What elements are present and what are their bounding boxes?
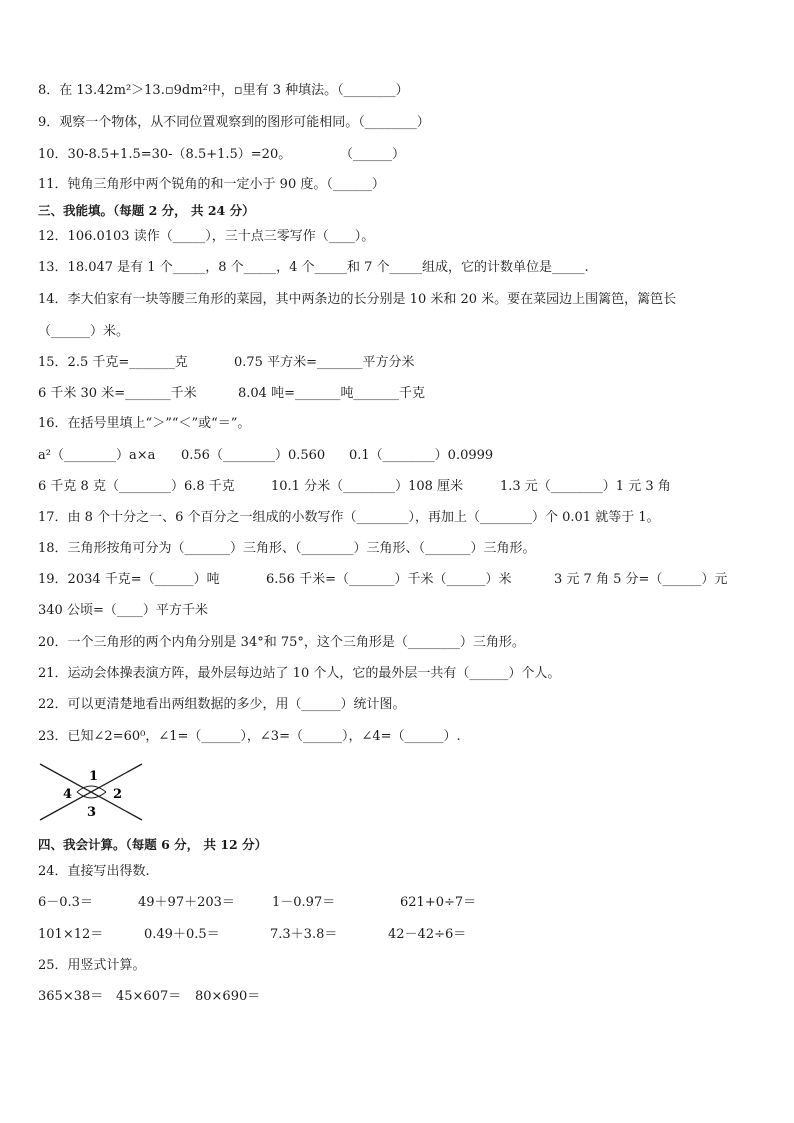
q16-item: 0.1（________）0.0999 bbox=[349, 448, 494, 463]
angle-label-4: 4 bbox=[63, 787, 73, 802]
q24-item: 1－0.97＝ bbox=[272, 895, 336, 910]
section-4-heading: 四、我会计算。（每题 6 分， 共 12 分） bbox=[38, 837, 268, 852]
q24-item: 42－42÷6＝ bbox=[388, 927, 467, 942]
question-9: 9．观察一个物体，从不同位置观察到的图形可能相同。（________） bbox=[38, 115, 430, 130]
question-25: 25．用竖式计算。 bbox=[38, 958, 146, 973]
q16-item: 0.56（________）0.560 bbox=[181, 448, 326, 463]
q24-item: 621+0÷7＝ bbox=[400, 895, 477, 910]
q24-item: 0.49＋0.5＝ bbox=[144, 927, 220, 942]
intersecting-lines-figure bbox=[36, 758, 148, 824]
q19-item: 19．2034 千克=（______）吨 bbox=[38, 572, 220, 587]
question-11: 11．钝角三角形中两个锐角的和一定小于 90 度。（______） bbox=[38, 177, 385, 192]
question-10-blank: （______） bbox=[340, 147, 406, 162]
q16-item: 1.3 元（________）1 元 3 角 bbox=[500, 479, 671, 494]
question-24: 24．直接写出得数. bbox=[38, 864, 150, 879]
question-14-line1: 14．李大伯家有一块等腰三角形的菜园，其中两条边的长分别是 10 米和 20 米。要在菜园边上围篱笆，篱笆长 bbox=[38, 292, 677, 307]
question-21: 21．运动会体操表演方阵，最外层每边站了 10 个人，它的最外层一共有（______）个人。 bbox=[38, 666, 561, 681]
question-17: 17．由 8 个十分之一、6 个百分之一组成的小数写作（________），再加上（________）个 0.01 就等于 1。 bbox=[38, 510, 660, 525]
question-14-line2: （______）米。 bbox=[38, 324, 130, 339]
q25-item: 45×607＝ bbox=[116, 989, 182, 1004]
question-13: 13．18.047 是有 1 个_____，8 个_____，4 个_____和 7 个_____组成，它的计数单位是_____. bbox=[38, 260, 589, 275]
angle-label-3: 3 bbox=[87, 805, 97, 820]
question-22: 22．可以更清楚地看出两组数据的多少，用（______）统计图。 bbox=[38, 697, 406, 712]
question-10-text: 10．30-8.5+1.5=30-（8.5+1.5）=20。 bbox=[38, 147, 292, 162]
q24-item: 101×12＝ bbox=[38, 927, 104, 942]
q16-item: 6 千克 8 克（________）6.8 千克 bbox=[38, 479, 235, 494]
q25-item: 365×38＝ bbox=[38, 989, 104, 1004]
q16-item: a²（________）a×a bbox=[38, 448, 156, 463]
q15-item: 8.04 吨=_______吨_______千克 bbox=[238, 386, 425, 401]
question-16: 16．在括号里填上“＞”“＜”或“＝”。 bbox=[38, 416, 251, 431]
q24-item: 49＋97＋203＝ bbox=[138, 895, 235, 910]
q19-item: 3 元 7 角 5 分=（______）元 bbox=[554, 572, 728, 587]
q19-item: 6.56 千米=（_______）千米（______）米 bbox=[266, 572, 512, 587]
q16-item: 10.1 分米（________）108 厘米 bbox=[271, 479, 464, 494]
q24-item: 6－0.3＝ bbox=[38, 895, 93, 910]
question-19-row2: 340 公顷=（____）平方千米 bbox=[38, 603, 208, 618]
section-3-heading: 三、我能填。（每题 2 分， 共 24 分） bbox=[38, 203, 255, 218]
q15-item: 6 千米 30 米=_______千米 bbox=[38, 386, 197, 401]
q15-item: 15．2.5 千克=_______克 bbox=[38, 355, 188, 370]
q24-item: 7.3＋3.8＝ bbox=[270, 927, 338, 942]
q15-item: 0.75 平方米=_______平方分米 bbox=[234, 355, 415, 370]
question-12: 12．106.0103 读作（_____），三十点三零写作（____）。 bbox=[38, 229, 375, 244]
question-8: 8．在 13.42m²＞13.▫9dm²中，▫里有 3 种填法。（________） bbox=[38, 83, 409, 98]
question-18: 18．三角形按角可分为（_______）三角形、（________）三角形、（_______）三角形。 bbox=[38, 541, 536, 556]
question-20: 20．一个三角形的两个内角分别是 34°和 75°，这个三角形是（________）三角形。 bbox=[38, 635, 525, 650]
question-23: 23．已知∠2=60⁰，∠1=（______），∠3=（______），∠4=（______）. bbox=[38, 729, 461, 744]
angle-label-2: 2 bbox=[113, 787, 123, 802]
angle-label-1: 1 bbox=[89, 769, 99, 784]
q25-item: 80×690＝ bbox=[195, 989, 261, 1004]
